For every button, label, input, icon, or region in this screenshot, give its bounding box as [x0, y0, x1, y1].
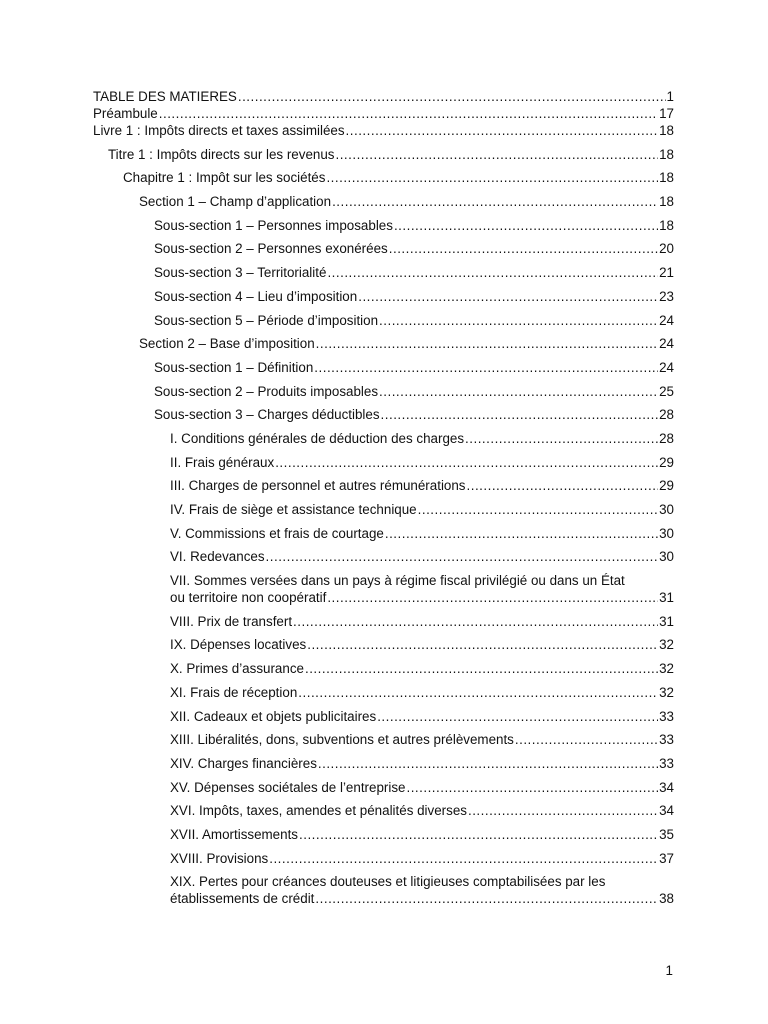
toc-entry[interactable]: [93, 572, 674, 606]
toc-entry-page: 32: [659, 637, 674, 653]
toc-entry-title: II. Frais généraux: [170, 454, 275, 470]
toc-entry-title: Livre 1 : Impôts directs et taxes assimilées: [93, 123, 345, 138]
toc-entry-title: Sous-section 2 – Personnes exonérées: [154, 241, 388, 257]
toc-entry-title: Sous-section 2 – Produits imposables: [154, 383, 379, 399]
dot-leader: [298, 684, 658, 701]
toc-entry-title: XI. Frais de réception: [170, 684, 298, 700]
dot-leader: [275, 454, 658, 471]
dot-leader: [467, 477, 659, 494]
toc-entry-page: 32: [659, 661, 674, 677]
page-number: 1: [665, 963, 673, 978]
toc-entry-page: 18: [659, 194, 674, 210]
toc-entry[interactable]: [93, 477, 674, 494]
dot-leader: [314, 359, 658, 376]
dot-leader: [379, 312, 658, 329]
toc-entry[interactable]: [93, 684, 674, 701]
dot-leader: [385, 525, 658, 542]
toc-entry-title: Préambule: [93, 106, 158, 121]
toc-entry-page: 23: [659, 288, 674, 304]
toc-entry-page: 25: [659, 383, 674, 399]
toc-entry-title: XIV. Charges financières: [170, 755, 317, 771]
toc-entry[interactable]: [93, 779, 674, 796]
toc-entry-title: XII. Cadeaux et objets publicitaires: [170, 708, 377, 724]
toc-entry-title: XIII. Libéralités, dons, subventions et autres prélèvements: [170, 732, 514, 748]
toc-entry-page: 31: [659, 590, 674, 606]
dot-leader: [332, 193, 658, 210]
dot-leader: [318, 755, 658, 772]
dot-leader: [465, 430, 658, 447]
toc-entry[interactable]: [93, 406, 674, 423]
toc-entry-title: XIX. Pertes pour créances douteuses et litigieuses comptabilisées par les: [170, 874, 606, 890]
toc-entry-title: IX. Dépenses locatives: [170, 637, 307, 653]
toc-entry-page: 31: [659, 613, 674, 629]
toc-entry-page: 28: [659, 430, 674, 446]
toc-entry-title: Sous-section 3 – Territorialité: [154, 265, 327, 281]
toc-entry[interactable]: [93, 169, 674, 186]
toc-entry[interactable]: [93, 501, 674, 518]
toc-entry-page: 34: [659, 779, 674, 795]
toc-entry-page: 18: [659, 217, 674, 233]
toc-entry-page: 29: [659, 478, 674, 494]
toc-entry-page: 29: [659, 454, 674, 470]
toc-entry-page: 30: [659, 549, 674, 565]
toc-entry[interactable]: [93, 430, 674, 447]
toc-entry[interactable]: [93, 264, 674, 281]
toc-entry[interactable]: [93, 708, 674, 725]
toc-entry-continuation: [170, 589, 674, 606]
dot-leader: [269, 850, 658, 867]
toc-entry-page: 17: [659, 106, 674, 121]
toc-entry-title: XVI. Impôts, taxes, amendes et pénalités diverses: [170, 803, 467, 819]
dot-leader: [515, 731, 658, 748]
dot-leader: [335, 146, 658, 163]
dot-leader: [159, 105, 658, 122]
toc-entry[interactable]: [93, 105, 674, 122]
dot-leader: [377, 708, 658, 725]
toc-entry[interactable]: [93, 755, 674, 772]
toc-entry-page: 37: [659, 850, 674, 866]
dot-leader: [316, 335, 658, 352]
dot-leader: [327, 589, 658, 606]
toc-entry-page: 32: [659, 684, 674, 700]
toc-entry[interactable]: [93, 454, 674, 471]
toc-entry[interactable]: [93, 636, 674, 653]
toc-entry-page: 38: [659, 891, 674, 907]
toc-entry-page: 35: [659, 826, 674, 842]
toc-entry-title: VI. Redevances: [170, 549, 265, 565]
toc-entry[interactable]: [93, 146, 674, 163]
toc-entry[interactable]: [93, 312, 674, 329]
dot-leader: [315, 890, 658, 907]
toc-entry-page: 33: [659, 755, 674, 771]
toc-entry-page: 24: [659, 336, 674, 352]
dot-leader: [305, 660, 658, 677]
toc-entry-page: 33: [659, 732, 674, 748]
toc-entry[interactable]: [93, 288, 674, 305]
toc-entry-title: VII. Sommes versées dans un pays à régime fiscal privilégié ou dans un État: [170, 573, 625, 589]
toc-entry-title: Sous-section 1 – Personnes imposables: [154, 217, 393, 233]
dot-leader: [358, 288, 658, 305]
dot-leader: [346, 122, 659, 139]
dot-leader: [394, 217, 658, 234]
table-of-contents: [93, 88, 674, 907]
toc-entry-page: 18: [659, 146, 674, 162]
dot-leader: [468, 802, 658, 819]
toc-entry[interactable]: [93, 217, 674, 234]
dot-leader: [389, 240, 658, 257]
toc-entry-page: 30: [659, 525, 674, 541]
toc-entry-title: Section 2 – Base d’imposition: [139, 336, 315, 352]
toc-entry-title: TABLE DES MATIERES: [93, 89, 237, 104]
toc-entry-title: Sous-section 4 – Lieu d’imposition: [154, 288, 358, 304]
toc-entry-title: I. Conditions générales de déduction des charges: [170, 430, 465, 446]
toc-entry-title: Chapitre 1 : Impôt sur les sociétés: [123, 170, 326, 186]
toc-entry-title: VIII. Prix de transfert: [170, 613, 293, 629]
dot-leader: [379, 383, 658, 400]
toc-entry-title: X. Primes d’assurance: [170, 661, 304, 677]
toc-entry-title: Sous-section 5 – Période d’imposition: [154, 312, 379, 328]
toc-entry-title: IV. Frais de siège et assistance technique: [170, 502, 417, 517]
toc-entry[interactable]: [93, 850, 674, 867]
dot-leader: [238, 88, 666, 105]
toc-entry[interactable]: [93, 88, 674, 105]
toc-entry-page: 18: [659, 170, 674, 186]
dot-leader: [307, 636, 658, 653]
dot-leader: [293, 613, 658, 630]
toc-entry-continuation: [170, 890, 674, 907]
toc-entry[interactable]: [93, 335, 674, 352]
toc-entry-page: 1: [666, 89, 674, 104]
toc-entry-title-continued: établissements de crédit: [170, 891, 315, 907]
toc-entry[interactable]: [93, 359, 674, 376]
dot-leader: [381, 406, 659, 423]
toc-entry-page: 34: [659, 803, 674, 819]
toc-entry-title: XVII. Amortissements: [170, 826, 298, 842]
toc-entry-page: 20: [659, 241, 674, 257]
toc-entry[interactable]: [93, 240, 674, 257]
dot-leader: [327, 264, 658, 281]
toc-entry-page: 28: [659, 407, 674, 423]
toc-entry-title: Sous-section 1 – Définition: [154, 359, 314, 375]
dot-leader: [406, 779, 658, 796]
toc-entry[interactable]: [93, 122, 674, 139]
toc-entry[interactable]: [93, 660, 674, 677]
dot-leader: [299, 826, 658, 843]
toc-entry[interactable]: [93, 873, 674, 907]
toc-entry-title: XV. Dépenses sociétales de l’entreprise: [170, 779, 406, 795]
toc-entry-page: 30: [659, 502, 674, 517]
toc-entry-page: 24: [659, 312, 674, 328]
toc-entry-title: V. Commissions et frais de courtage: [170, 525, 384, 541]
toc-entry[interactable]: [93, 548, 674, 565]
toc-entry-title: III. Charges de personnel et autres rémunérations: [170, 478, 466, 494]
toc-entry[interactable]: [93, 802, 674, 819]
toc-entry[interactable]: [93, 525, 674, 542]
dot-leader: [418, 501, 658, 518]
toc-entry[interactable]: [93, 731, 674, 748]
toc-entry-page: 24: [659, 359, 674, 375]
toc-entry-page: 33: [659, 708, 674, 724]
toc-entry[interactable]: [93, 193, 674, 210]
toc-entry-title: XVIII. Provisions: [170, 850, 269, 866]
toc-entry[interactable]: [93, 613, 674, 630]
toc-entry-title-continued: ou territoire non coopératif: [170, 590, 327, 606]
toc-entry-page: 18: [659, 123, 674, 138]
toc-entry-title: Section 1 – Champ d’application: [139, 194, 332, 210]
toc-entry-page: 21: [659, 265, 674, 281]
toc-entry[interactable]: [93, 383, 674, 400]
dot-leader: [266, 548, 659, 565]
toc-entry-title: Titre 1 : Impôts directs sur les revenus: [108, 146, 335, 162]
toc-entry[interactable]: [93, 826, 674, 843]
toc-entry-title: Sous-section 3 – Charges déductibles: [154, 407, 380, 423]
dot-leader: [326, 169, 658, 186]
